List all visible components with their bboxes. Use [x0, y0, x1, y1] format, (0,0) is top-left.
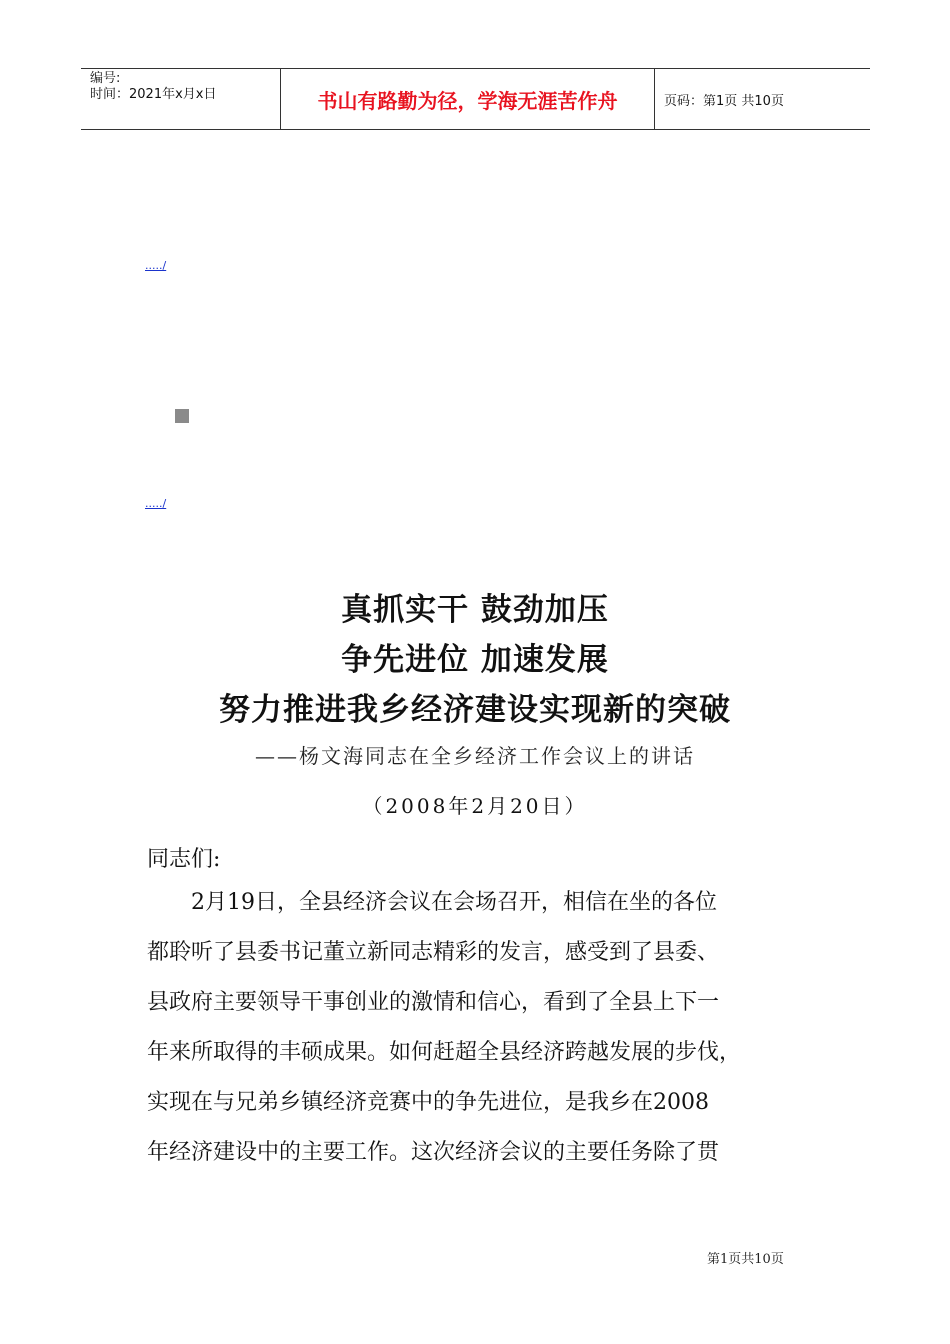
body-paragraph — [147, 878, 807, 1178]
paragraph-line: 县政府主要领导干事创业的激情和信心，看到了全县上下一 — [147, 990, 720, 1015]
image-placeholder-icon — [175, 409, 189, 423]
header-motto: 书山有路勤为径，学海无涯苦作舟 — [281, 69, 655, 129]
title-line-3: 努力推进我乡经济建设实现新的突破 — [219, 692, 731, 728]
paragraph-line: 都聆听了县委书记董立新同志精彩的发言，感受到了县委、 — [147, 940, 720, 965]
broken-link-2[interactable]: ...../ — [145, 497, 167, 510]
paragraph-line: 2月19日，全县经济会议在会场召开，相信在坐的各位 — [147, 890, 717, 915]
speech-date: （2008年2月20日） — [362, 794, 588, 818]
paragraph-line: 年经济建设中的主要工作。这次经济会议的主要任务除了贯 — [147, 1140, 720, 1165]
title-line-2: 争先进位 加速发展 — [341, 642, 609, 678]
header-meta-cell — [81, 69, 281, 129]
title-line-1: 真抓实干 鼓劲加压 — [341, 592, 609, 628]
document-time-label: 时间：2021年x月x日 — [90, 87, 217, 102]
broken-link-1[interactable]: ...../ — [145, 259, 167, 272]
header-page-info: 页码：第1页 共10页 — [664, 93, 784, 109]
document-header — [81, 68, 870, 130]
paragraph-line: 年来所取得的丰硕成果。如何赶超全县经济跨越发展的步伐， — [147, 1040, 742, 1065]
footer-page-number: 第1页共10页 — [707, 1252, 784, 1267]
document-number-label: 编号: — [90, 71, 121, 86]
subtitle: ——杨文海同志在全乡经济工作会议上的讲话 — [255, 744, 695, 768]
paragraph-line: 实现在与兄弟乡镇经济竞赛中的争先进位，是我乡在2008 — [147, 1090, 709, 1115]
salutation: 同志们: — [147, 847, 221, 872]
